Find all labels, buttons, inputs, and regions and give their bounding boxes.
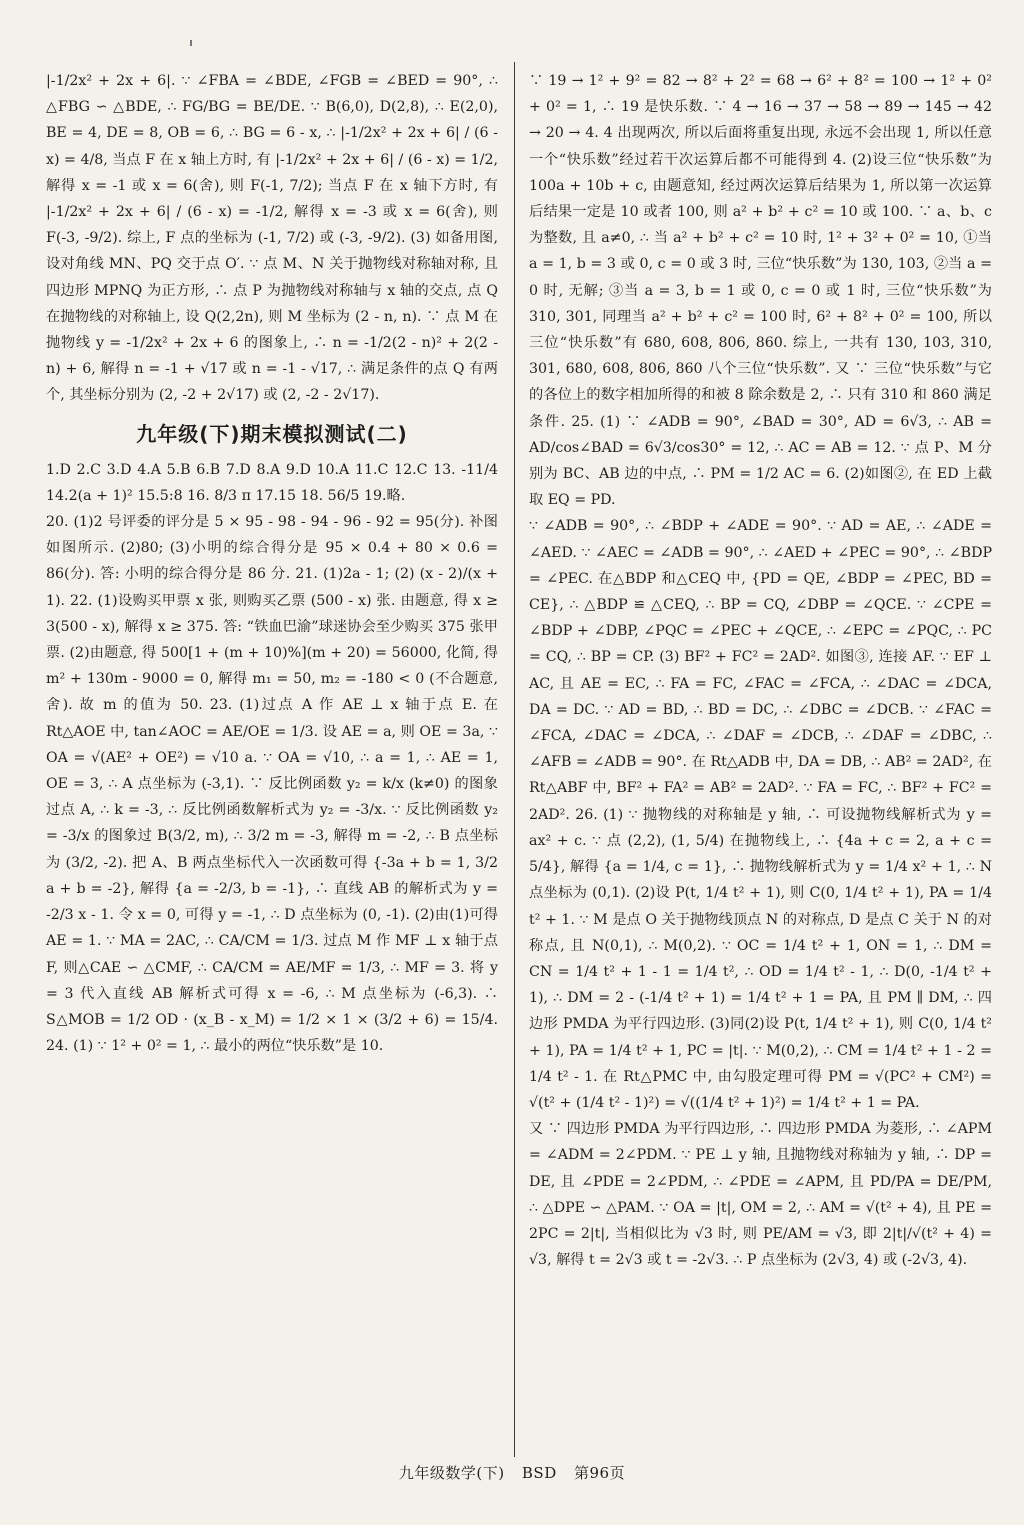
left-paragraph-2: 20. (1)2 号评委的评分是 5 × 95 - 98 - 94 - 96 - 92 = 95(分). 补图如图所示. (2)80; (3)小明的综合得分是 95 × 0.4 + 80 × 0.6 = 86(分). 答: 小明的综合得分是 86 分. 21. (1)2a - 1; (2) (x - 2)/(x + 1). 22. (1)设购买甲票 x 张, 则购买乙票 (500 - x) 张. 由题意, 得 x ≥ 3(500 - x), 解得 x ≥ 375. 答: “铁血巴渝”球迷协会至少购买 375 张甲票. (2)由题意, 得 500[1 + (m + 10)%](m + 20) = 56000, 化简, 得 m² + 130m - 9000 = 0, 解得 m₁ = 50, m₂ = -180 < 0 (不合题意, 舍). 故 m 的值为 50. 23. (1)过点 A 作 AE ⊥ x 轴于点 E. 在 Rt△AOE 中, tan∠AOC = AE/OE = 1/3. 设 AE = a, 则 OE = 3a, ∵ OA = √(AE² + OE²) = √10 a. ∵ OA = √10, ∴ a = 1, ∴ AE = 1, OE = 3, ∴ A 点坐标为 (-3,1). ∵ 反比例函数 y₂ = k/x (k≠0) 的图象过点 A, ∴ k = -3, ∴ 反比例函数解析式为 y₂ = -3/x. ∵ 反比例函数 y₂ = -3/x 的图象过 B(3/2, m), ∴ 3/2 m = -3, 解得 m = -2, ∴ B 点坐标为 (3/2, -2). 把 A、B 两点坐标代入一次函数可得 {-3a + b = 1, 3/2 a + b = -2}, 解得 {a = -2/3, b = -1}, ∴ 直线 AB 的解析式为 y = -2/3 x - 1. 令 x = 0, 可得 y = -1, ∴ D 点坐标为 (0, -1). (2)由(1)可得 AE = 1. ∵ MA = 2AC, ∴ CA/CM = 1/3. 过点 M 作 MF ⊥ x 轴于点 F, 则△CAE ∽ △CMF, ∴ CA/CM = AE/MF = 1/3, ∴ MF = 3. 将 y = 3 代入直线 AB 解析式可得 x = -6, ∴ M 点坐标为 (-6,3). ∴ S△MOB = 1/2 OD · (x_B - x_M) = 1/2 × 1 × (3/2 + 6) = 15/4. 24. (1) ∵ 1² + 0² = 1, ∴ 最小的两位“快乐数”是 10. [46,514,498,1055]
left-column [46,68,498,1059]
right-paragraph-2: ∵ ∠ADB = 90°, ∴ ∠BDP + ∠ADE = 90°. ∵ AD = AE, ∴ ∠ADE = ∠AED. ∵ ∠AEC = ∠ADB = 90°, ∴ ∠AED + ∠PEC = 90°, ∴ ∠BDP = ∠PEC. 在△BDP 和△CEQ 中, {PD = QE, ∠BDP = ∠PEC, BD = CE}, ∴ △BDP ≌ △CEQ, ∴ BP = CQ, ∠DBP = ∠QCE. ∵ ∠CPE = ∠BDP + ∠DBP, ∠PQC = ∠PEC + ∠QCE, ∴ ∠EPC = ∠PQC, ∴ PC = CQ, ∴ BP = CP. (3) BF² + FC² = 2AD². 如图③, 连接 AF. ∵ EF ⊥ AC, 且 AE = EC, ∴ FA = FC, ∠FAC = ∠FCA, ∴ ∠DAC = ∠DCA, DA = DC. ∵ AD = BD, ∴ BD = DC, ∴ ∠DBC = ∠DCB. ∵ ∠FAC = ∠FCA, ∠DAC = ∠DCA, ∴ ∠DAF = ∠DCB, ∴ ∠DAF = ∠DBC, ∴ ∠AFB = ∠ADB = 90°. 在 Rt△ADB 中, DA = DB, ∴ AB² = 2AD², 在 Rt△ABF 中, BF² + FA² = AB² = 2AD². ∵ FA = FC, ∴ BF² + FC² = 2AD². 26. (1) ∵ 抛物线的对称轴是 y 轴, ∴ 可设抛物线解析式为 y = ax² + c. ∵ 点 (2,2), (1, 5/4) 在抛物线上, ∴ {4a + c = 2, a + c = 5/4}, 解得 {a = 1/4, c = 1}, ∴ 抛物线解析式为 y = 1/4 x² + 1, ∴ N 点坐标为 (0,1). (2)设 P(t, 1/4 t² + 1), 则 C(0, 1/4 t² + 1), PA = 1/4 t² + 1. ∵ M 是点 O 关于抛物线顶点 N 的对称点, D 是点 C 关于 N 的对称点, 且 N(0,1), ∴ M(0,2). ∵ OC = 1/4 t² + 1, ON = 1, ∴ DM = CN = 1/4 t² + 1 - 1 = 1/4 t², ∴ OD = 1/4 t² - 1, ∴ D(0, -1/4 t² + 1), ∴ DM = 2 - (-1/4 t² + 1) = 1/4 t² + 1 = PA, 且 PM ∥ DM, ∴ 四边形 PMDA 为平行四边形. (3)同(2)设 P(t, 1/4 t² + 1), 则 C(0, 1/4 t² + 1), PA = 1/4 t² + 1, PC = |t|. ∵ M(0,2), ∴ CM = 1/4 t² + 1 - 2 = 1/4 t² - 1. 在 Rt△PMC 中, 由勾股定理可得 PM = √(PC² + CM²) = √(t² + (1/4 t² - 1)²) = √((1/4 t² + 1)²) = 1/4 t² + 1 = PA. [529,518,992,1111]
right-paragraph-1: ∵ 19 → 1² + 9² = 82 → 8² + 2² = 68 → 6² + 8² = 100 → 1² + 0² + 0² = 1, ∴ 19 是快乐数. ∵ 4 → 16 → 37 → 58 → 89 → 145 → 42 → 20 → 4. 4 出现两次, 所以后面将重复出现, 永远不会出现 1, 所以任意一个“快乐数”经过若干次运算后都不可能得到 4. (2)设三位“快乐数”为 100a + 10b + c, 由题意知, 经过两次运算后结果为 1, 所以第一次运算后结果一定是 10 或者 100, 则 a² + b² + c² = 10 或 100. ∵ a、b、c 为整数, 且 a≠0, ∴ 当 a² + b² + c² = 10 时, 1² + 3² + 0² = 10, ①当 a = 1, b = 3 或 0, c = 0 或 3 时, 三位“快乐数”为 130, 103, ②当 a = 0 时, 无解; ③当 a = 3, b = 1 或 0, c = 0 或 1 时, 三位“快乐数”为 310, 301, 同理当 a² + b² + c² = 100 时, 6² + 8² + 0² = 100, 所以三位“快乐数”有 680, 608, 806, 860. 综上, 一共有 130, 103, 310, 301, 680, 608, 806, 860 八个三位“快乐数”. 又 ∵ 三位“快乐数”与它的各位上的数字相加所得的和被 8 除余数是 2, ∴ 只有 310 和 860 满足条件. 25. (1) ∵ ∠ADB = 90°, ∠BAD = 30°, AD = 6√3, ∴ AB = AD/cos∠BAD = 6√3/cos30° = 12, ∴ AC = AB = 12. ∵ 点 P、M 分别为 BC、AB 边的中点, ∴ PM = 1/2 AC = 6. (2)如图②, 在 ED 上截取 EQ = PD. [529,73,992,509]
footer-page-number: 第96页 [574,1464,626,1482]
answer-key-choices: 1.D 2.C 3.D 4.A 5.B 6.B 7.D 8.A 9.D 10.A 11.C 12.C 13. -11/4 14.2(a + 1)² 15.5:8 16. 8/3 π 17.15 18. 56/5 19.略. [46,461,498,504]
page-footer [0,1462,1024,1483]
footer-book: 九年级数学(下) [398,1464,505,1482]
scan-mark [190,40,192,46]
footer-edition: BSD [521,1464,557,1482]
right-column [529,68,992,1273]
right-paragraph-3: 又 ∵ 四边形 PMDA 为平行四边形, ∴ 四边形 PMDA 为菱形, ∴ ∠APM = ∠ADM = 2∠PDM. ∵ PE ⊥ y 轴, 且抛物线对称轴为 y 轴, ∴ DP = DE, 且 ∠PDE = 2∠PDM, ∴ ∠PDE = ∠APM, 且 PD/PA = DE/PM, ∴ △DPE ∽ △PAM. ∵ OA = |t|, OM = 2, ∴ AM = √(t² + 4), 且 PE = 2PC = 2|t|, 当相似比为 √3 时, 则 PE/AM = √3, 即 2|t|/√(t² + 4) = √3, 解得 t = 2√3 或 t = -2√3. ∴ P 点坐标为 (2√3, 4) 或 (-2√3, 4). [529,1121,992,1269]
column-divider [514,62,515,1457]
section-title: 九年级(下)期末模拟测试(二) [136,421,408,446]
left-paragraph-1: |-1/2x² + 2x + 6|. ∵ ∠FBA = ∠BDE, ∠FGB = ∠BED = 90°, ∴ △FBG ∽ △BDE, ∴ FG/BG = BE/DE. ∵ B(6,0), D(2,8), ∴ E(2,0), BE = 4, DE = 8, OB = 6, ∴ BG = 6 - x, ∴ |-1/2x² + 2x + 6| / (6 - x) = 4/8, 当点 F 在 x 轴上方时, 有 |-1/2x² + 2x + 6| / (6 - x) = 1/2, 解得 x = -1 或 x = 6(舍), 则 F(-1, 7/2); 当点 F 在 x 轴下方时, 有 |-1/2x² + 2x + 6| / (6 - x) = -1/2, 解得 x = -3 或 x = 6(舍), 则 F(-3, -9/2). 综上, F 点的坐标为 (-1, 7/2) 或 (-3, -9/2). (3) 如备用图, 设对角线 MN、PQ 交于点 O′. ∵ 点 M、N 关于抛物线对称轴对称, 且四边形 MPNQ 为正方形, ∴ 点 P 为抛物线对称轴与 x 轴的交点, 点 Q 在抛物线的对称轴上, 设 Q(2,2n), 则 M 坐标为 (2 - n, n). ∵ 点 M 在抛物线 y = -1/2x² + 2x + 6 的图象上, ∴ n = -1/2(2 - n)² + 2(2 - n) + 6, 解得 n = -1 + √17 或 n = -1 - √17, ∴ 满足条件的点 Q 有两个, 其坐标分别为 (2, -2 + 2√17) 或 (2, -2 - 2√17). [46,73,498,404]
